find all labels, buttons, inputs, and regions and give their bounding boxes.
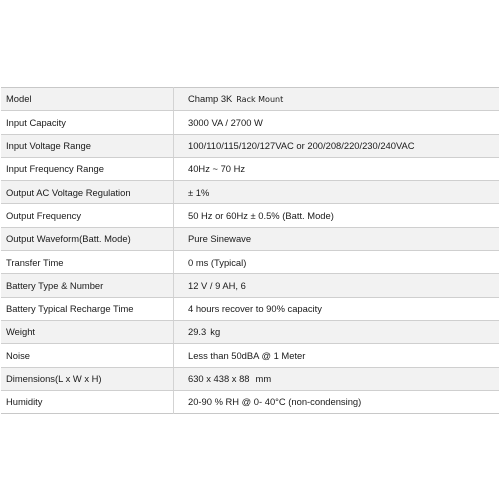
spec-label: Input Frequency Range xyxy=(1,157,174,180)
spec-label: Input Capacity xyxy=(1,111,174,134)
spec-row-input-capacity xyxy=(1,111,499,134)
spec-row-noise xyxy=(1,344,499,367)
spec-value: 40Hz ~ 70 Hz xyxy=(174,157,500,180)
spec-row-model xyxy=(1,88,499,111)
spec-row-output-waveform xyxy=(1,227,499,250)
spec-value: 100/110/115/120/127VAC or 200/208/220/230/240VAC xyxy=(174,134,500,157)
weight-unit: kg xyxy=(210,326,221,338)
spec-value xyxy=(174,367,500,390)
spec-label: Input Voltage Range xyxy=(1,134,174,157)
spec-row-battery-recharge-time xyxy=(1,297,499,320)
spec-value xyxy=(174,320,500,343)
spec-label: Output Frequency xyxy=(1,204,174,227)
spec-value: Pure Sinewave xyxy=(174,227,500,250)
spec-value xyxy=(174,88,500,111)
spec-value: 50 Hz or 60Hz ± 0.5% (Batt. Mode) xyxy=(174,204,500,227)
weight-number: 29.3 xyxy=(188,326,207,338)
spec-row-humidity xyxy=(1,390,499,413)
spec-label: Model xyxy=(1,88,174,111)
spec-label: Dimensions(L x W x H) xyxy=(1,367,174,390)
spec-row-input-frequency-range xyxy=(1,157,499,180)
model-suffix: Rack Mount xyxy=(236,95,284,105)
spec-row-weight xyxy=(1,320,499,343)
spec-label: Output AC Voltage Regulation xyxy=(1,181,174,204)
spec-label: Battery Type & Number xyxy=(1,274,174,297)
spec-row-input-voltage-range xyxy=(1,134,499,157)
spec-label: Battery Typical Recharge Time xyxy=(1,297,174,320)
spec-label: Weight xyxy=(1,320,174,343)
spec-row-battery-type xyxy=(1,274,499,297)
spec-row-output-voltage-regulation xyxy=(1,181,499,204)
dimensions-unit: mm xyxy=(255,373,272,384)
spec-label: Transfer Time xyxy=(1,251,174,274)
model-name: Champ 3K xyxy=(188,93,233,105)
spec-value: 20-90 % RH @ 0- 40°C (non-condensing) xyxy=(174,390,500,413)
spec-label: Humidity xyxy=(1,390,174,413)
spec-value: 0 ms (Typical) xyxy=(174,251,500,274)
spec-value: 12 V / 9 AH, 6 xyxy=(174,274,500,297)
spec-label: Output Waveform(Batt. Mode) xyxy=(1,227,174,250)
spec-value: 3000 VA / 2700 W xyxy=(174,111,500,134)
spec-table xyxy=(1,87,499,414)
spec-value: 4 hours recover to 90% capacity xyxy=(174,297,500,320)
dimensions-numbers: 630 x 438 x 88 xyxy=(188,373,250,384)
spec-value: ± 1% xyxy=(174,181,500,204)
spec-row-output-frequency xyxy=(1,204,499,227)
spec-value: Less than 50dBA @ 1 Meter xyxy=(174,344,500,367)
spec-label: Noise xyxy=(1,344,174,367)
spec-row-transfer-time xyxy=(1,251,499,274)
spec-row-dimensions xyxy=(1,367,499,390)
